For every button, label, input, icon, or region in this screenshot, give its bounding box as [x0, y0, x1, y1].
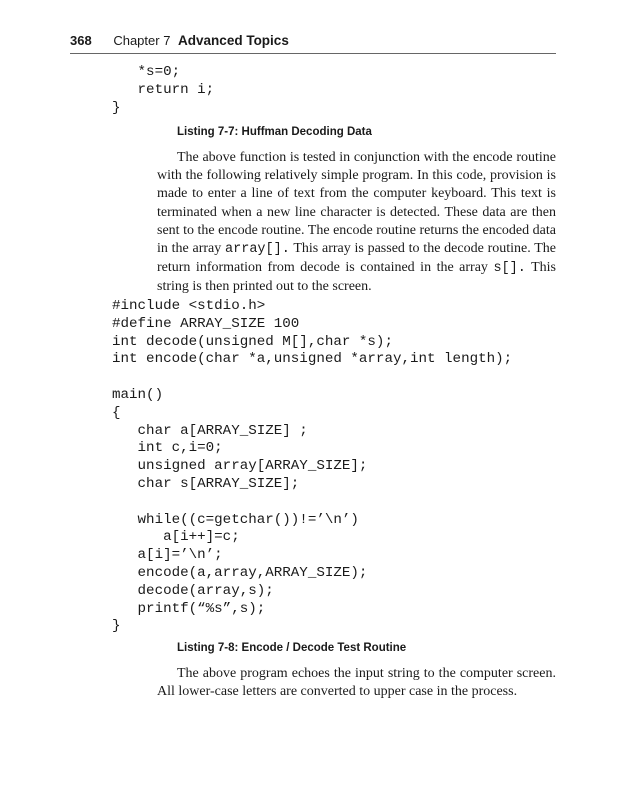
chapter-label: Chapter 7 — [113, 33, 171, 48]
header-rule — [70, 53, 556, 54]
code-line: unsigned array[ARRAY_SIZE]; — [112, 458, 368, 475]
code-block-main — [112, 298, 512, 636]
code-line: a[i]=’\n’; — [112, 547, 223, 564]
code-line: { — [112, 404, 121, 421]
paragraph-2: The above program echoes the input string to the computer screen. All lower-case letters are converted to upper case in the process. — [157, 666, 556, 700]
code-line: printf(“%s”,s); — [112, 600, 266, 617]
listing-7-8-caption: Listing 7-8: Encode / Decode Test Routine — [177, 642, 407, 654]
code-line: int encode(char *a,unsigned *array,int length); — [112, 351, 513, 368]
code-line: decode(array,s); — [112, 582, 274, 599]
code-block-top — [112, 64, 214, 117]
code-line: } — [112, 618, 121, 635]
code-line: encode(a,array,ARRAY_SIZE); — [112, 564, 368, 581]
page-number: 368 — [70, 33, 92, 48]
code-line: int c,i=0; — [112, 440, 223, 457]
inline-code-s: s[]. — [493, 261, 526, 277]
paragraph-1-text-a: The above function is tested in conjunction with the encode routine with the following relatively simple program. In this code, provision is made to enter a line of text from the computer keyboard. This text is terminated when a new line character is detected. These data are then sent to the encode routine. The encode routine returns the encoded data in the array — [157, 150, 556, 257]
chapter-title: Advanced Topics — [178, 33, 289, 48]
paragraph-1-text-c: This string is then printed out to the screen. — [157, 260, 557, 295]
code-line: *s=0; — [112, 64, 181, 80]
paragraph-1 — [157, 149, 556, 297]
code-line: #include <stdio.h> — [112, 298, 266, 314]
code-line: } — [112, 99, 121, 116]
running-header — [70, 33, 556, 48]
paragraph-1-text-b: This array is passed to the decode routine. The return information from decode is contained in the array — [157, 241, 556, 276]
code-line: int decode(unsigned M[],char *s); — [112, 333, 393, 350]
code-line: return i; — [112, 81, 215, 98]
code-line: char a[ARRAY_SIZE] ; — [112, 422, 308, 439]
code-line: main() — [112, 386, 164, 403]
code-line: a[i++]=c; — [112, 529, 240, 546]
code-line: #define ARRAY_SIZE 100 — [112, 315, 300, 332]
listing-7-7-caption: Listing 7-7: Huffman Decoding Data — [177, 126, 372, 138]
inline-code-array: array[]. — [225, 242, 290, 258]
code-line: char s[ARRAY_SIZE]; — [112, 475, 300, 492]
code-line: while((c=getchar())!=’\n’) — [112, 511, 359, 528]
